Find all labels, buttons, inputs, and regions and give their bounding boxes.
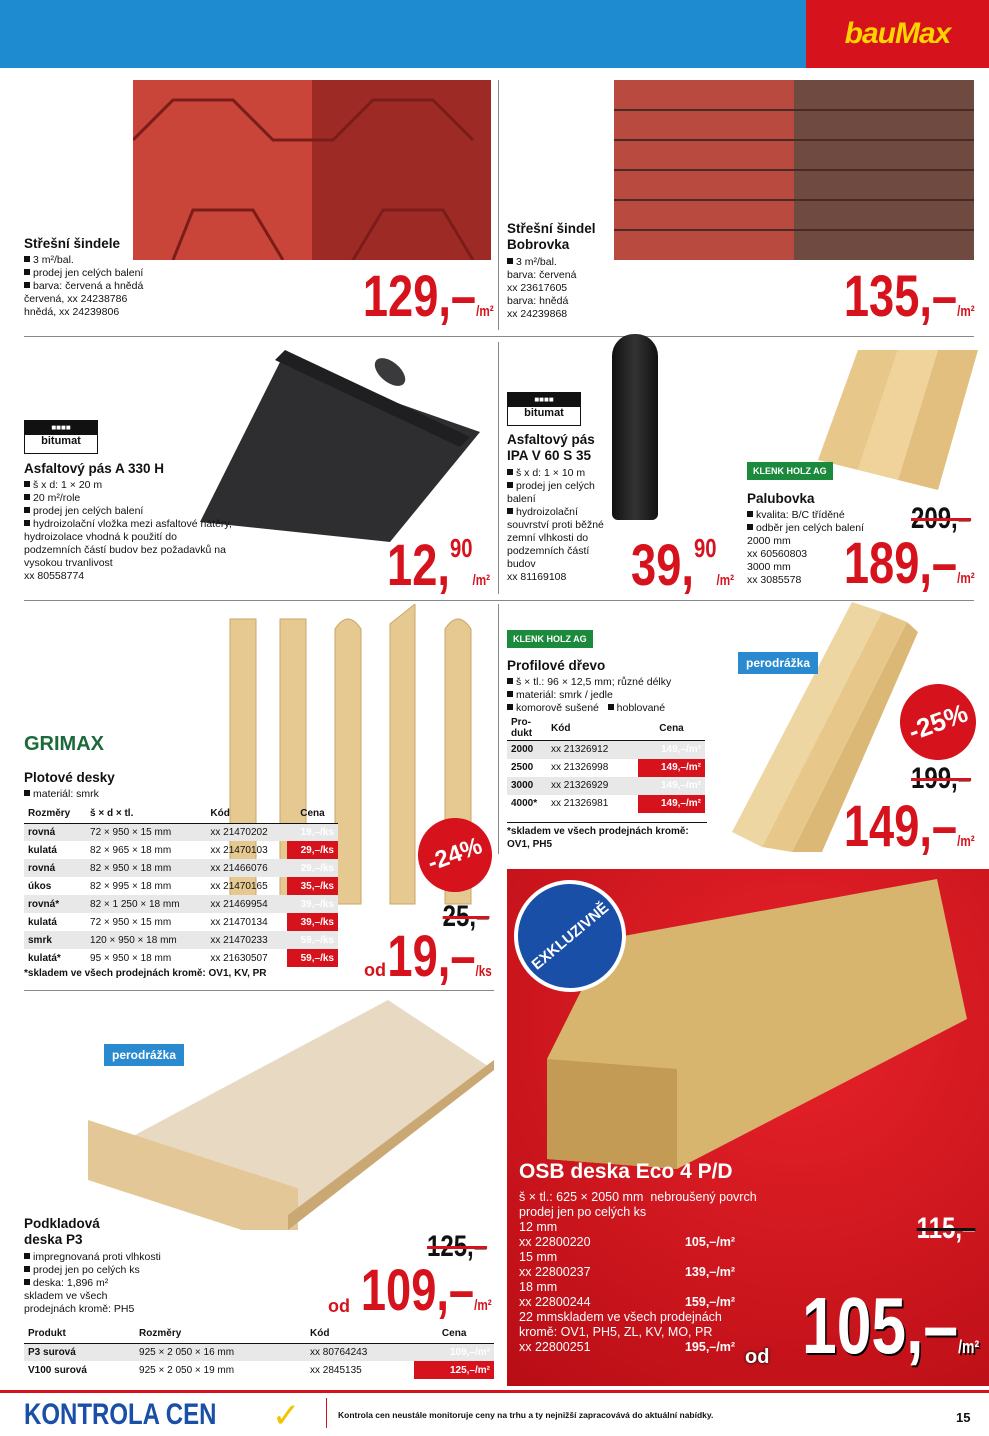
p2-code: barva: hnědá — [507, 295, 569, 307]
td: smrk — [24, 931, 86, 949]
td: 120 × 950 × 18 mm — [86, 931, 206, 949]
p10-item-price: 159,–/m² — [684, 1295, 735, 1309]
p4-title — [507, 432, 595, 464]
th: Kód — [547, 716, 638, 741]
th: Rozměry — [135, 1325, 306, 1343]
p8-price — [844, 794, 975, 859]
p4-price-unit: /m² — [716, 572, 734, 589]
footer-divider — [326, 1398, 327, 1428]
p1-title: Střešní šindele — [24, 236, 121, 251]
discount-badge: -24% — [408, 808, 503, 903]
td-price: 149,–/m² — [638, 795, 705, 813]
p3-price-int: 12 — [386, 533, 438, 598]
p10-item-code: xx 22800220 — [519, 1235, 591, 1249]
th: Kód — [306, 1325, 414, 1343]
p3-line: hydroizolační vložka mezi asfaltové nátěry, hydroizolace vhodná k použití do podzemních částí budov bez požadavků na vysokou trvanlivost — [24, 518, 234, 570]
td: 82 × 950 × 18 mm — [86, 859, 206, 877]
td: 3000 — [507, 777, 547, 795]
p8-old-price — [911, 762, 971, 796]
td: xx 21326929 — [547, 777, 638, 795]
p4-price-int: 39 — [630, 533, 682, 598]
p6-od: od — [364, 960, 386, 980]
p4-line: prodej jen celých balení — [507, 480, 615, 506]
th: Pro-dukt — [507, 716, 547, 741]
th: Rozměry — [24, 805, 86, 823]
p2-code: xx 23617605 — [507, 282, 568, 294]
divider — [498, 80, 499, 330]
p4-line: š x d: 1 × 10 m — [507, 467, 615, 480]
p8-price-unit: /m² — [957, 833, 975, 850]
td: 72 × 950 × 15 mm — [86, 823, 206, 841]
p4-info — [507, 467, 615, 584]
asphalt-roll-ipa-image — [612, 334, 658, 520]
td: 4000* — [511, 798, 538, 809]
p10-price-unit: /m² — [957, 1337, 979, 1357]
shingle-pattern — [133, 80, 491, 260]
p10-item — [519, 1340, 735, 1355]
p5-code: 3000 mm — [747, 561, 791, 573]
p7-info — [507, 676, 671, 715]
p3-price: 12,90/m² — [386, 533, 490, 598]
p6-price — [387, 924, 492, 989]
chipboard-image — [88, 1000, 494, 1230]
p3-price-dec: 90 — [449, 533, 473, 563]
td: 2000 — [507, 741, 547, 759]
divider — [24, 600, 974, 601]
p1-price-value: 129,– — [363, 264, 477, 329]
p10-item-code: xx 22800244 — [519, 1295, 591, 1309]
td: 2500 — [511, 762, 534, 773]
p3-line: prodej jen celých balení — [24, 505, 234, 518]
perodrazka-tag: perodrážka — [738, 652, 818, 674]
p9-title-2: deska P3 — [24, 1232, 83, 1247]
p5-code: 2000 mm — [747, 535, 791, 547]
p10-item-size: 12 mm — [519, 1220, 558, 1234]
p10-info — [519, 1190, 819, 1355]
p10-line: nebroušený povrch — [650, 1190, 757, 1204]
p1-info — [24, 254, 143, 319]
td: xx 21326998 — [551, 762, 609, 773]
p10-line: š × tl.: 625 × 2050 mm — [519, 1190, 644, 1204]
td: 72 × 950 × 15 mm — [90, 916, 172, 928]
p10-old-price — [916, 1212, 975, 1246]
td-price: 149,–/m² — [638, 777, 705, 795]
p6-price-unit: /ks — [475, 963, 492, 980]
fence-table — [24, 805, 338, 967]
td: xx 21470165 — [210, 880, 268, 892]
exclusive-badge: EXKLUZIVNĚ — [491, 857, 649, 1015]
profile-wood-table — [507, 716, 705, 813]
bitumat-band: ■■■■ — [25, 421, 97, 435]
p10-line: prodej jen po celých ks — [519, 1205, 647, 1219]
p6-line: materiál: smrk — [24, 788, 99, 801]
p10-item-code: xx 22800237 — [519, 1265, 591, 1279]
bitumat-logo — [507, 392, 581, 426]
divider — [498, 342, 499, 594]
table-header — [507, 716, 705, 741]
td: 925 × 2 050 × 19 mm — [139, 1364, 235, 1376]
p9-line: deska: 1,896 m² — [24, 1277, 161, 1290]
p1-price-unit: /m² — [476, 303, 494, 320]
divider — [24, 336, 974, 337]
table-row — [24, 895, 338, 913]
divider — [498, 604, 499, 854]
table-row — [24, 841, 338, 859]
table-row — [24, 913, 338, 931]
td: xx 21326981 — [551, 798, 609, 809]
td: 82 × 965 × 18 mm — [90, 844, 172, 856]
p10-price-value: 105,– — [801, 1281, 958, 1370]
td-price: 59,–/ks — [287, 949, 338, 967]
bobrovka-pattern — [614, 80, 974, 260]
p2-line: 3 m²/bal. — [507, 256, 576, 269]
p1-line: barva: červená a hnědá — [24, 280, 143, 293]
chipboard-table — [24, 1325, 494, 1379]
td: xx 21466076 — [206, 859, 287, 877]
p9-price-unit: /m² — [474, 1297, 492, 1314]
td: V100 surová — [28, 1364, 87, 1376]
table-row — [24, 823, 338, 841]
p10-title: OSB deska Eco 4 P/D — [519, 1160, 733, 1183]
p1-code: červená, xx 24238786 — [24, 293, 128, 305]
p9-line: skladem ve všech — [24, 1290, 108, 1302]
p4-title-2: IPA V 60 S 35 — [507, 448, 592, 463]
th: š × d × tl. — [86, 805, 206, 823]
footer-title: KONTROLA CEN — [24, 1398, 217, 1431]
p1-price — [363, 264, 494, 329]
table-row — [24, 859, 338, 877]
td: rovná* — [24, 895, 86, 913]
p6-note: *skladem ve všech prodejnách kromě: OV1, KV, PR — [24, 968, 267, 979]
p5-code: xx 60560803 — [747, 548, 808, 560]
divider — [24, 990, 494, 991]
p3-title: Asfaltový pás A 330 H — [24, 461, 165, 476]
td-price: 35,–/ks — [287, 877, 338, 895]
td: 925 × 2 050 × 16 mm — [135, 1343, 306, 1361]
p4-price-dec: 90 — [693, 533, 717, 563]
p3-price-unit: /m² — [472, 572, 490, 589]
planks — [818, 340, 978, 500]
td-price: 39,–/ks — [287, 913, 338, 931]
chipboard-stack — [88, 1000, 494, 1230]
p7-note: *skladem ve všech prodejnách kromě: OV1, PH5 — [507, 822, 707, 851]
p2-info — [507, 256, 576, 321]
table-header — [24, 805, 338, 823]
table-row — [24, 931, 338, 949]
table-row — [24, 949, 338, 967]
p6-price-value: 19,– — [387, 924, 476, 989]
p2-title-1: Střešní šindel — [507, 221, 596, 236]
p5-line: odběr jen celých balení — [747, 522, 864, 535]
td: kulatá — [28, 844, 57, 856]
p10-item-price: 139,–/m² — [684, 1265, 735, 1279]
p10-item — [519, 1295, 735, 1310]
checkmark-icon: ✓ — [272, 1397, 301, 1435]
p9-price — [361, 1258, 492, 1323]
th: Cena — [638, 716, 705, 741]
td: xx 80764243 — [306, 1343, 414, 1361]
td: xx 21470134 — [210, 916, 268, 928]
p2-price-value: 135,– — [844, 264, 958, 329]
td: rovná — [24, 859, 86, 877]
th: Produkt — [24, 1325, 135, 1343]
p5-line: kvalita: B/C tříděné — [747, 509, 864, 522]
p5-title: Palubovka — [747, 491, 815, 506]
td: kulatá — [28, 916, 57, 928]
p10-extra: 22 mmskladem ve všech prodejnách — [519, 1310, 722, 1324]
td: xx 21326912 — [547, 741, 638, 759]
p9-price-value: 109,– — [361, 1258, 475, 1323]
th: Kód — [206, 805, 287, 823]
p10-item-size: 18 mm — [519, 1280, 558, 1294]
p9-line: prodejnách kromě: PH5 — [24, 1303, 135, 1315]
klenk-logo: KLENK HOLZ AG — [507, 630, 593, 648]
p2-code: barva: červená — [507, 269, 577, 281]
p3-line: š x d: 1 × 20 m — [24, 479, 234, 492]
p7-title: Profilové dřevo — [507, 658, 606, 673]
p4-price: 39,90/m² — [630, 533, 734, 598]
p4-title-1: Asfaltový pás — [507, 432, 595, 447]
p6-title: Plotové desky — [24, 770, 115, 785]
p2-title-2: Bobrovka — [507, 237, 570, 252]
p9-old-price-value: 125,– — [426, 1230, 487, 1263]
p10-item — [519, 1265, 735, 1280]
p1-line: 3 m²/bal. — [24, 254, 143, 267]
table-row — [24, 877, 338, 895]
p5-old-price-value: 209,– — [910, 502, 971, 535]
p10-item-code: xx 22800251 — [519, 1340, 591, 1354]
td-price: 109,–/m² — [414, 1343, 494, 1361]
td: xx 21470103 — [210, 844, 268, 856]
klenk-logo: KLENK HOLZ AG — [747, 462, 833, 480]
td-price: 19,–/ks — [287, 823, 338, 841]
table-header — [24, 1325, 494, 1343]
p5-price-unit: /m² — [957, 570, 975, 587]
bitumat-logo — [24, 420, 98, 454]
table-row — [507, 741, 705, 759]
p5-code: xx 3085578 — [747, 574, 802, 586]
td: 82 × 995 × 18 mm — [90, 880, 172, 892]
table-row — [507, 759, 705, 777]
p2-price — [844, 264, 975, 329]
shingle-bobrovka-image — [614, 80, 974, 260]
p9-title-1: Podkladová — [24, 1216, 100, 1231]
td: 95 × 950 × 18 mm — [90, 952, 172, 964]
grimax-logo: GRIMAX — [24, 733, 104, 755]
td-price: 29,–/ks — [287, 841, 338, 859]
td: úkos — [28, 880, 52, 892]
p8-old-price-value: 199,– — [910, 762, 971, 795]
td-price: 125,–/m² — [414, 1361, 494, 1379]
p1-code: hnědá, xx 24239806 — [24, 306, 120, 318]
p1-line: prodej jen celých balení — [24, 267, 143, 280]
p9-title — [24, 1216, 100, 1248]
td-price: 149,–/m² — [638, 759, 705, 777]
td: rovná — [24, 823, 86, 841]
table-row — [507, 795, 705, 813]
p7-line: š × tl.: 96 × 12,5 mm; různé délky — [507, 676, 671, 689]
table-row — [24, 1361, 494, 1379]
td-price: 149,–/m² — [638, 741, 705, 759]
baumax-logo: bauMax — [806, 0, 989, 68]
p9-line: impregnovaná proti vlhkosti — [24, 1251, 161, 1264]
p5-price — [844, 531, 975, 596]
bitumat-text: bitumat — [524, 407, 564, 419]
td: xx 2845135 — [310, 1364, 362, 1376]
p10-item-size: 15 mm — [519, 1250, 558, 1264]
p3-info — [24, 479, 234, 583]
palubovka-image — [818, 340, 978, 500]
perodrazka-tag: perodrážka — [104, 1044, 184, 1066]
p10-price — [801, 1281, 979, 1370]
asphalt-roll-image — [190, 342, 490, 542]
p7-line: materiál: smrk / jedle — [507, 689, 671, 702]
td: 82 × 1 250 × 18 mm — [86, 895, 206, 913]
td: kulatá* — [28, 952, 61, 964]
asphalt-roll — [190, 342, 490, 542]
p6-info — [24, 788, 99, 801]
p2-price-unit: /m² — [957, 303, 975, 320]
p10-item — [519, 1235, 735, 1250]
p10-item-price: 105,–/m² — [684, 1235, 735, 1249]
table-row — [24, 1343, 494, 1361]
p6-old-price-value: 25,– — [442, 900, 489, 933]
p10-old-price-value: 115,– — [916, 1212, 975, 1245]
td-price: 39,–/ks — [287, 895, 338, 913]
th: Cena — [287, 805, 338, 823]
p10-od: od — [745, 1346, 770, 1368]
td: P3 surová — [24, 1343, 135, 1361]
footer-text: Kontrola cen neustále monitoruje ceny na trhu a ty nejnižší zapracovává do aktuální nabídky. — [338, 1410, 714, 1420]
shingle-red-image — [133, 80, 491, 260]
table-row — [507, 777, 705, 795]
p2-code: xx 24239868 — [507, 308, 568, 320]
discount-badge: -25% — [889, 673, 986, 770]
p9-od: od — [328, 1296, 350, 1316]
p3-code: xx 80558774 — [24, 570, 85, 582]
p3-line: 20 m²/role — [24, 492, 234, 505]
p9-line: prodej jen po celých ks — [24, 1264, 161, 1277]
p2-title — [507, 221, 596, 253]
td: xx 21630507 — [210, 952, 268, 964]
p4-code: xx 81169108 — [507, 571, 567, 583]
td: xx 21470233 — [206, 931, 287, 949]
p10-item-price: 195,–/m² — [684, 1340, 735, 1354]
td: xx 21469954 — [206, 895, 287, 913]
p8-price-value: 149,– — [844, 794, 958, 859]
td: xx 21470202 — [206, 823, 287, 841]
th: Cena — [414, 1325, 494, 1343]
p7-line: hoblované — [608, 702, 665, 714]
td-price: 59,–/ks — [287, 931, 338, 949]
p4-line: hydroizolační souvrství proti běžné zemní vlhkosti do podzemních částí budov — [507, 506, 615, 571]
p7-line: komorově sušené — [507, 702, 599, 714]
p10-extra: kromě: OV1, PH5, ZL, KV, MO, PR — [519, 1325, 713, 1339]
page-number: 15 — [956, 1410, 971, 1425]
p5-price-value: 189,– — [844, 531, 958, 596]
bitumat-text: bitumat — [41, 435, 81, 447]
p9-info — [24, 1251, 161, 1316]
bitumat-band: ■■■■ — [508, 393, 580, 407]
td-price: 29,–/ks — [287, 859, 338, 877]
